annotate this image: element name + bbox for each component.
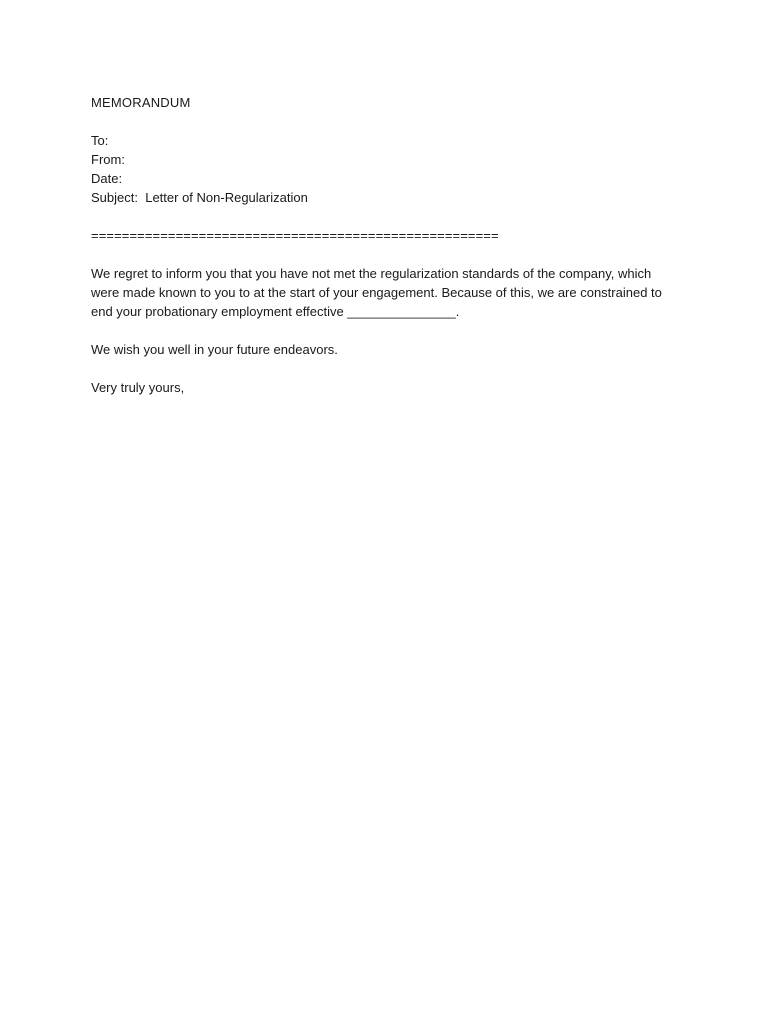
memo-title: MEMORANDUM [91, 95, 191, 110]
from-label: From: [91, 152, 125, 167]
wish-paragraph: We wish you well in your future endeavors. [91, 342, 338, 357]
date-label: Date: [91, 171, 123, 186]
divider-line: ===================================================== [91, 228, 499, 243]
memo-header [91, 131, 691, 207]
to-label: To: [91, 133, 109, 148]
body-paragraph: We regret to inform you that you have not met the regularization standards of the company, which were made known to you to at the start of your engagement. Because of this, we are constrained to end your probationary employment effective _______________. [91, 266, 662, 319]
memo-content [91, 93, 691, 397]
subject-line [91, 188, 691, 207]
closing-line: Very truly yours, [91, 380, 185, 395]
subject-value: Letter of Non-Regularization [145, 190, 308, 205]
subject-label: Subject: [91, 190, 138, 205]
